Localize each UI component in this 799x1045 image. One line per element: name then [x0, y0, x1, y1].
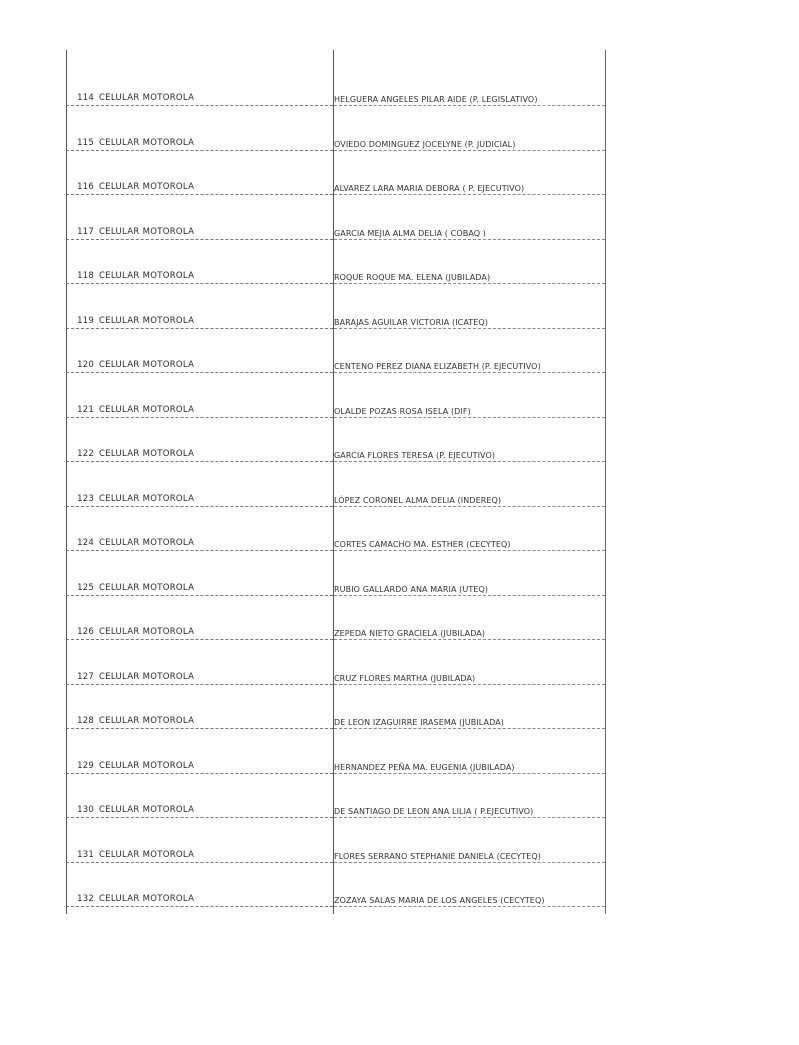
- row-number: 128: [77, 716, 94, 726]
- assigned-person: RUBIO GALLARDO ANA MARIA (UTEQ): [334, 584, 489, 594]
- row-number: 116: [77, 182, 94, 192]
- item-description: CELULAR MOTOROLA: [99, 760, 195, 771]
- item-description: CELULAR MOTOROLA: [99, 449, 195, 459]
- item-description: CELULAR MOTOROLA: [99, 360, 195, 370]
- table-row: [66, 451, 607, 505]
- row-number: 121: [77, 404, 94, 415]
- table-row: [66, 584, 607, 638]
- row-divider: [334, 906, 605, 907]
- assigned-person: HELGUERA ANGELES PILAR AIDE (P. LEGISLATIVO): [334, 95, 538, 104]
- row-number: 125: [77, 582, 94, 593]
- row-number: 132: [77, 894, 94, 904]
- item-description: CELULAR MOTOROLA: [99, 315, 195, 326]
- table-row: [66, 273, 607, 327]
- table-row: [66, 184, 607, 238]
- item-description: CELULAR MOTOROLA: [99, 404, 195, 415]
- assigned-person: HERNANDEZ PEÑA MA. EUGENIA (JUBILADA): [334, 762, 515, 772]
- table-row: [66, 50, 607, 104]
- table-row: [66, 629, 607, 683]
- row-number: 114: [77, 93, 94, 103]
- table-row: [66, 406, 607, 460]
- item-description: CELULAR MOTOROLA: [99, 849, 195, 860]
- row-number: 120: [77, 360, 94, 370]
- row-number: 130: [77, 805, 94, 815]
- item-description: CELULAR MOTOROLA: [99, 716, 195, 726]
- item-description: CELULAR MOTOROLA: [99, 226, 195, 237]
- item-description: CELULAR MOTOROLA: [99, 493, 195, 504]
- assigned-person: ALVAREZ LARA MARIA DEBORA ( P. EJECUTIVO): [334, 184, 525, 193]
- row-number: 127: [77, 671, 94, 682]
- assigned-person: FLORES SERRANO STEPHANIE DANIELA (CECYTEQ): [334, 851, 542, 861]
- assigned-person: ZOZAYA SALAS MARIA DE LOS ANGELES (CECYTEQ): [334, 896, 545, 905]
- table-row: [66, 807, 607, 861]
- item-description: CELULAR MOTOROLA: [99, 894, 195, 904]
- item-description: CELULAR MOTOROLA: [99, 271, 195, 281]
- table-row: [66, 362, 607, 416]
- assigned-person: BARAJAS AGUILAR VICTORIA (ICATEQ): [334, 317, 489, 327]
- item-description: CELULAR MOTOROLA: [99, 582, 195, 593]
- row-number: 119: [77, 315, 94, 326]
- item-description: CELULAR MOTOROLA: [99, 627, 195, 637]
- table-row: [66, 317, 607, 371]
- assigned-person: LÓPEZ CORONEL ALMA DELIA (INDEREQ): [334, 495, 502, 505]
- table-rows: [66, 50, 607, 905]
- table-row: [66, 540, 607, 594]
- assigned-person: CRUZ FLORES MARTHA (JUBILADA): [334, 673, 476, 683]
- row-number: 122: [77, 449, 94, 459]
- table-row: [66, 762, 607, 816]
- row-number: 126: [77, 627, 94, 637]
- row-divider: [66, 906, 333, 907]
- assigned-person: OVIEDO DOMINGUEZ JOCELYNE (P. JUDICIAL): [334, 139, 516, 149]
- row-number: 123: [77, 493, 94, 504]
- assigned-person: GARCIA MEJIA ALMA DELIA ( COBAQ ): [334, 228, 487, 238]
- assigned-person: OLALDE POZAS ROSA ISELA (DIF): [334, 406, 471, 416]
- table-row: [66, 139, 607, 193]
- table-row: [66, 673, 607, 727]
- table-row: [66, 95, 607, 149]
- row-number: 115: [77, 137, 94, 148]
- item-description: CELULAR MOTOROLA: [99, 137, 195, 148]
- item-description: CELULAR MOTOROLA: [99, 805, 195, 815]
- assigned-person: GARCIA FLORES TERESA (P. EJECUTIVO): [334, 451, 496, 460]
- inventory-table: [66, 50, 607, 914]
- assigned-person: CENTENO PEREZ DIANA ELIZABETH (P. EJECUTIVO): [334, 362, 541, 371]
- assigned-person: CORTES CAMACHO MA. ESTHER (CECYTEQ): [334, 540, 511, 549]
- row-number: 124: [77, 538, 94, 548]
- table-row: [66, 851, 607, 905]
- row-number: 117: [77, 226, 94, 237]
- assigned-person: ROQUE ROQUE MA. ELENA (JUBILADA): [334, 273, 491, 282]
- item-description: CELULAR MOTOROLA: [99, 93, 195, 103]
- row-number: 118: [77, 271, 94, 281]
- row-number: 129: [77, 760, 94, 771]
- table-row: [66, 718, 607, 772]
- assigned-person: DE LEON IZAGUIRRE IRASEMA (JUBILADA): [334, 718, 505, 727]
- assigned-person: ZEPEDA NIETO GRACIELA (JUBILADA): [334, 629, 486, 638]
- item-description: CELULAR MOTOROLA: [99, 182, 195, 192]
- assigned-person: DE SANTIAGO DE LEON ANA LILIA ( P.EJECUTIVO): [334, 807, 534, 816]
- table-row: [66, 228, 607, 282]
- item-description: CELULAR MOTOROLA: [99, 671, 195, 682]
- table-row: [66, 495, 607, 549]
- item-description: CELULAR MOTOROLA: [99, 538, 195, 548]
- row-number: 131: [77, 849, 94, 860]
